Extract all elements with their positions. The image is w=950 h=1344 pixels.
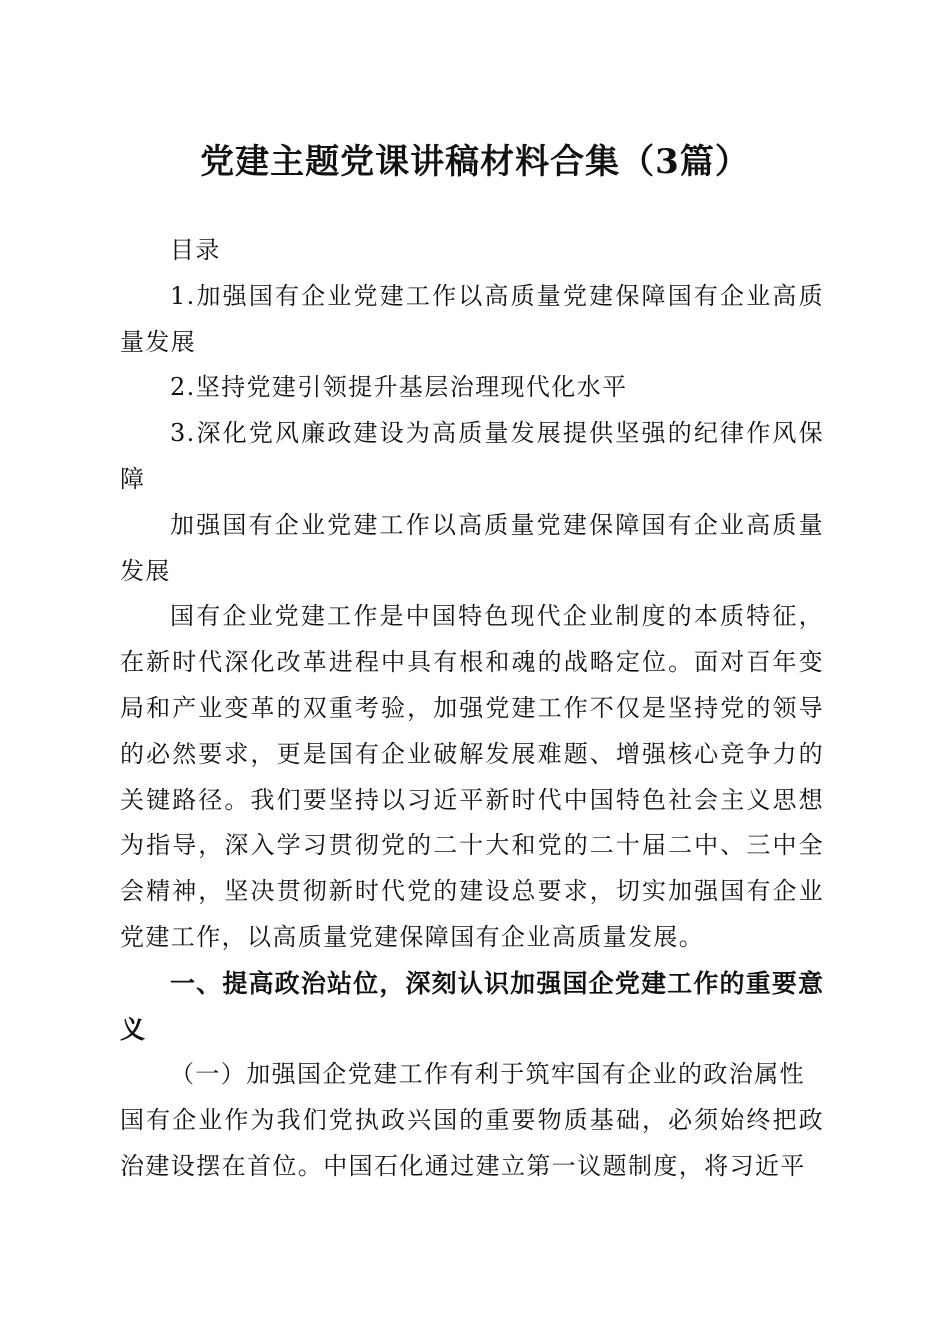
subsection-paragraph: 国有企业作为我们党执政兴国的重要物质基础，必须始终把政治建设摆在首位。中国石化通过建立第一议题制度，将习近平 [120, 1106, 824, 1180]
toc-item-2: 2.坚持党建引领提升基层治理现代化水平 [170, 373, 628, 402]
document-body [120, 228, 824, 1190]
article-title: 加强国有企业党建工作以高质量党建保障国有企业高质量发展 [120, 510, 824, 585]
toc-item-3: 3.深化党风廉政建设为高质量发展提供坚强的纪律作风保障 [120, 419, 824, 493]
toc-item-1: 1.加强国有企业党建工作以高质量党建保障国有企业高质量发展 [120, 281, 824, 356]
section-heading: 一、提高政治站位，深刻认识加强国企党建工作的重要意义 [120, 968, 824, 1044]
document-title: 党建主题党课讲稿材料合集（3篇） [200, 142, 750, 182]
toc-label: 目录 [170, 236, 221, 264]
subsection-heading: （一）加强国企党建工作有利于筑牢国有企业的政治属性 [170, 1060, 805, 1089]
intro-paragraph: 国有企业党建工作是中国特色现代企业制度的本质特征，在新时代深化改革进程中具有根和魂的战略定位。面对百年变局和产业变革的双重考验，加强党建工作不仅是坚持党的领导的必然要求，更是国有企业破解发展难题、增强核心竞争力的关键路径。我们要坚持以习近平新时代中国特色社会主义思想为指导，深入学习贯彻党的二十大和党的二十届二中、三中全会精神，坚决贯彻新时代党的建设总要求，切实加强国有企业党建工作，以高质量党建保障国有企业高质量发展。 [120, 602, 824, 951]
